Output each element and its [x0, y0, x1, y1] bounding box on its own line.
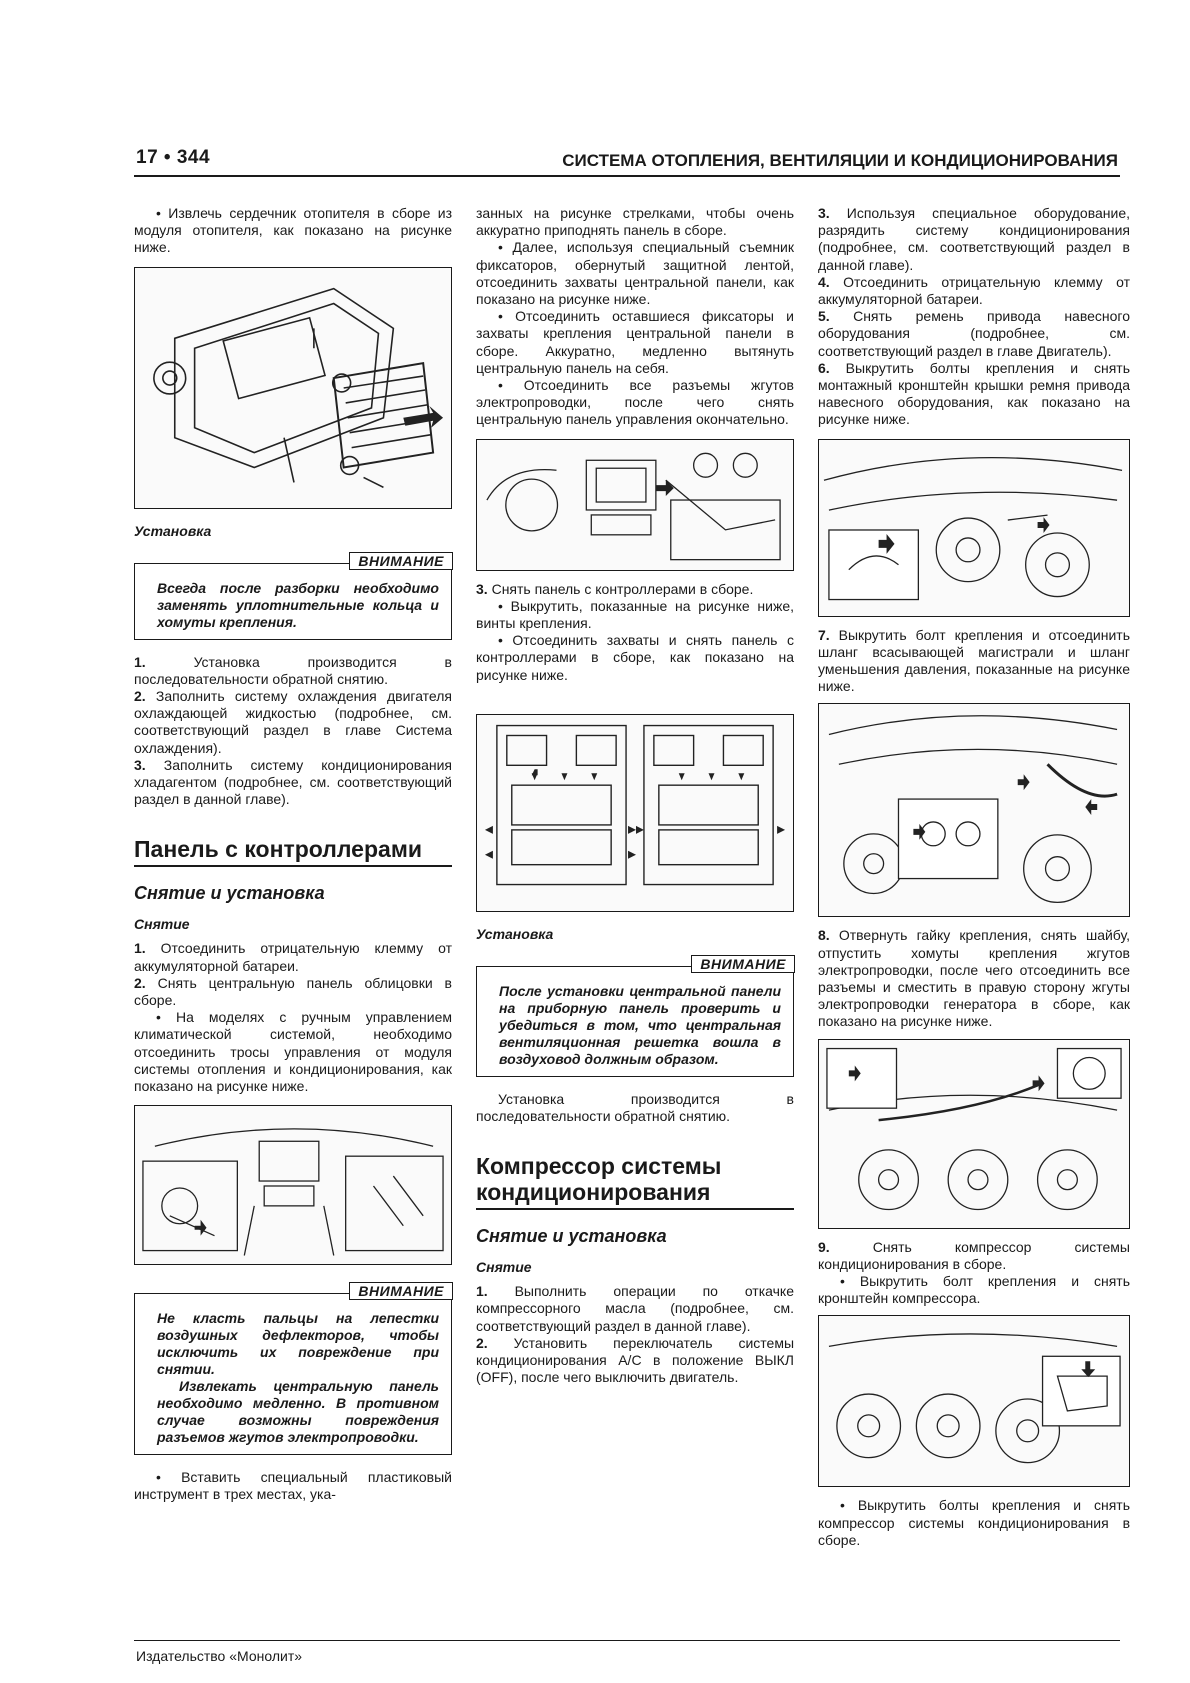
- warning-label: ВНИМАНИЕ: [349, 1282, 453, 1300]
- warning-text: Всегда после разборки необходимо заменять уплотнительные кольца и хомуты крепления.: [157, 579, 439, 630]
- step-2: 2. Заполнить систему охлаждения двигателя охлаждающей жидкостью (подробнее, см. соответствующий раздел в главе Система охлаждения).: [134, 688, 452, 756]
- caption-install: Установка: [134, 522, 212, 539]
- paragraph: • Отсоединить все разъемы жгутов электропроводки, после чего снять центральную панель управления окончательно.: [476, 377, 794, 428]
- step-5: 5. Снять ремень привода навесного оборудования (подробнее, см. соответствующий раздел в главе Двигатель).: [818, 308, 1130, 359]
- chapter-title: СИСТЕМА ОТОПЛЕНИЯ, ВЕНТИЛЯЦИИ И КОНДИЦИОНИРОВАНИЯ: [562, 151, 1118, 170]
- step-6: 6. Выкрутить болты крепления и снять монтажный кронштейн крышки ремня привода навесного оборудования, как показано на рисунке ниже.: [818, 359, 1131, 428]
- paragraph: • Отсоединить оставшиеся фиксаторы и захваты крепления центральной панели в сборе. Аккуратно, медленно вытянуть центральную панель на себя.: [476, 308, 794, 376]
- figure-heater-core: [134, 267, 452, 509]
- paragraph: • Отсоединить захваты и снять панель с контроллерами в сборе, как показано на рисунке ниже.: [476, 632, 794, 683]
- paragraph: занных на рисунке стрелками, чтобы очень аккуратно приподнять панель в сборе.: [476, 205, 794, 239]
- column-3: [818, 205, 1130, 1549]
- step-1: 1. Установка производится в последовательности обратной снятию.: [134, 653, 452, 687]
- figure-control-cables: [134, 1105, 452, 1265]
- caption-install: Установка: [476, 925, 554, 942]
- paragraph: • Выкрутить болты крепления и снять компрессор системы кондиционирования в сборе.: [818, 1497, 1130, 1548]
- subsection-title: Снятие и установка: [134, 883, 325, 904]
- figure-controller-panel: [476, 714, 794, 912]
- engine-illustration: [819, 704, 1129, 916]
- column-2: [476, 205, 794, 1386]
- paragraph: • На моделях с ручным управлением климатической системой, необходимо отсоединить тросы управления от модуля системы отопления и кондиционирования, как показано на рисунке ниже.: [134, 1009, 452, 1095]
- paragraph: • Выкрутить болт крепления и снять кронштейн компрессора.: [818, 1273, 1130, 1307]
- warning-box: [134, 552, 452, 640]
- removal-heading: Снятие: [134, 916, 190, 933]
- center-panel-illustration: [477, 440, 793, 570]
- figure-belt-bracket: [818, 439, 1130, 617]
- step-3: 3. Заполнить систему кондиционирования хладагентом (подробнее, см. соответствующий раздел в данной главе).: [134, 756, 453, 808]
- step-1: 1. Выполнить операции по откачке компрессорного масла (подробнее, см. соответствующий раздел в данной главе).: [476, 1283, 794, 1334]
- engine-illustration: [819, 440, 1129, 616]
- step-3: 3. Используя специальное оборудование, разрядить систему кондиционирования (подробнее, см. соответствующий раздел в данной главе).: [818, 205, 1130, 273]
- section-title: Панель с контроллерами: [134, 836, 452, 867]
- figure-center-panel: [476, 439, 794, 571]
- figure-compressor: [818, 1315, 1130, 1487]
- paragraph: • Вставить специальный пластиковый инструмент в трех местах, ука-: [134, 1469, 452, 1503]
- warning-box: [134, 1283, 452, 1455]
- figure-hoses: [818, 703, 1130, 917]
- footer-rule: [134, 1640, 1120, 1641]
- header-rule: [134, 175, 1120, 177]
- step-3: 3. Снять панель с контроллерами в сборе.: [476, 580, 754, 597]
- step-2: 2. Снять центральную панель облицовки в сборе.: [134, 974, 452, 1009]
- step-9: 9. Снять компрессор системы кондиционирования в сборе.: [818, 1238, 1130, 1272]
- column-1: [134, 205, 452, 1504]
- dashboard-illustration: [135, 1106, 451, 1264]
- section-title: Компрессор системы кондиционирования: [476, 1153, 794, 1210]
- paragraph: • Далее, используя специальный съемник фиксаторов, обернутый защитной лентой, отсоединить захваты центральной панели, как показано на рисунке ниже.: [476, 239, 794, 308]
- engine-illustration: [819, 1040, 1129, 1228]
- heater-module-illustration: [135, 268, 451, 508]
- step-7: 7. Выкрутить болт крепления и отсоединить шланг всасывающей магистрали и шланг уменьшения давления, показанные на рисунке ниже.: [818, 626, 1131, 695]
- step-4: 4. Отсоединить отрицательную клемму от аккумуляторной батареи.: [818, 273, 1130, 308]
- paragraph: • Выкрутить, показанные на рисунке ниже, винты крепления.: [476, 597, 794, 632]
- subsection-title: Снятие и установка: [476, 1226, 667, 1247]
- warning-label: ВНИМАНИЕ: [349, 552, 453, 570]
- step-2: 2. Установить переключатель системы кондиционирования A/C в положение ВЫКЛ (OFF), после чего выключить двигатель.: [476, 1334, 795, 1386]
- paragraph: Установка производится в последовательности обратной снятию.: [476, 1090, 794, 1125]
- warning-label: ВНИМАНИЕ: [691, 955, 795, 973]
- controller-panel-illustration: [477, 715, 793, 911]
- paragraph: • Извлечь сердечник отопителя в сборе из модуля отопителя, как показано на рисунке ниже.: [134, 205, 452, 256]
- figure-wiring: [818, 1039, 1130, 1229]
- page-number: 17 • 344: [136, 147, 211, 168]
- warning-text: Извлекать центральную панель необходимо медленно. В противном случае возможны повреждения разъемов жгутов электропроводки.: [157, 1378, 439, 1446]
- step-8: 8. Отвернуть гайку крепления, снять шайбу, отпустить хомуты крепления жгутов электропроводки, после чего отсоединить все разъемы и сместить в правую сторону жгуты электропроводки генератора в сборе, как показано на рисунке ниже.: [818, 927, 1131, 1030]
- warning-text: После установки центральной панели на приборную панель проверить и убедиться в том, что центральная вентиляционная решетка вошла в воздуховод должным образом.: [499, 982, 781, 1067]
- publisher: Издательство «Монолит»: [136, 1648, 303, 1664]
- warning-box: [476, 955, 794, 1077]
- engine-illustration: [819, 1316, 1129, 1486]
- step-1: 1. Отсоединить отрицательную клемму от аккумуляторной батареи.: [134, 940, 452, 974]
- removal-heading: Снятие: [476, 1259, 532, 1276]
- warning-text: Не класть пальцы на лепестки воздушных дефлекторов, чтобы исключить их повреждение при снятии.: [157, 1310, 439, 1378]
